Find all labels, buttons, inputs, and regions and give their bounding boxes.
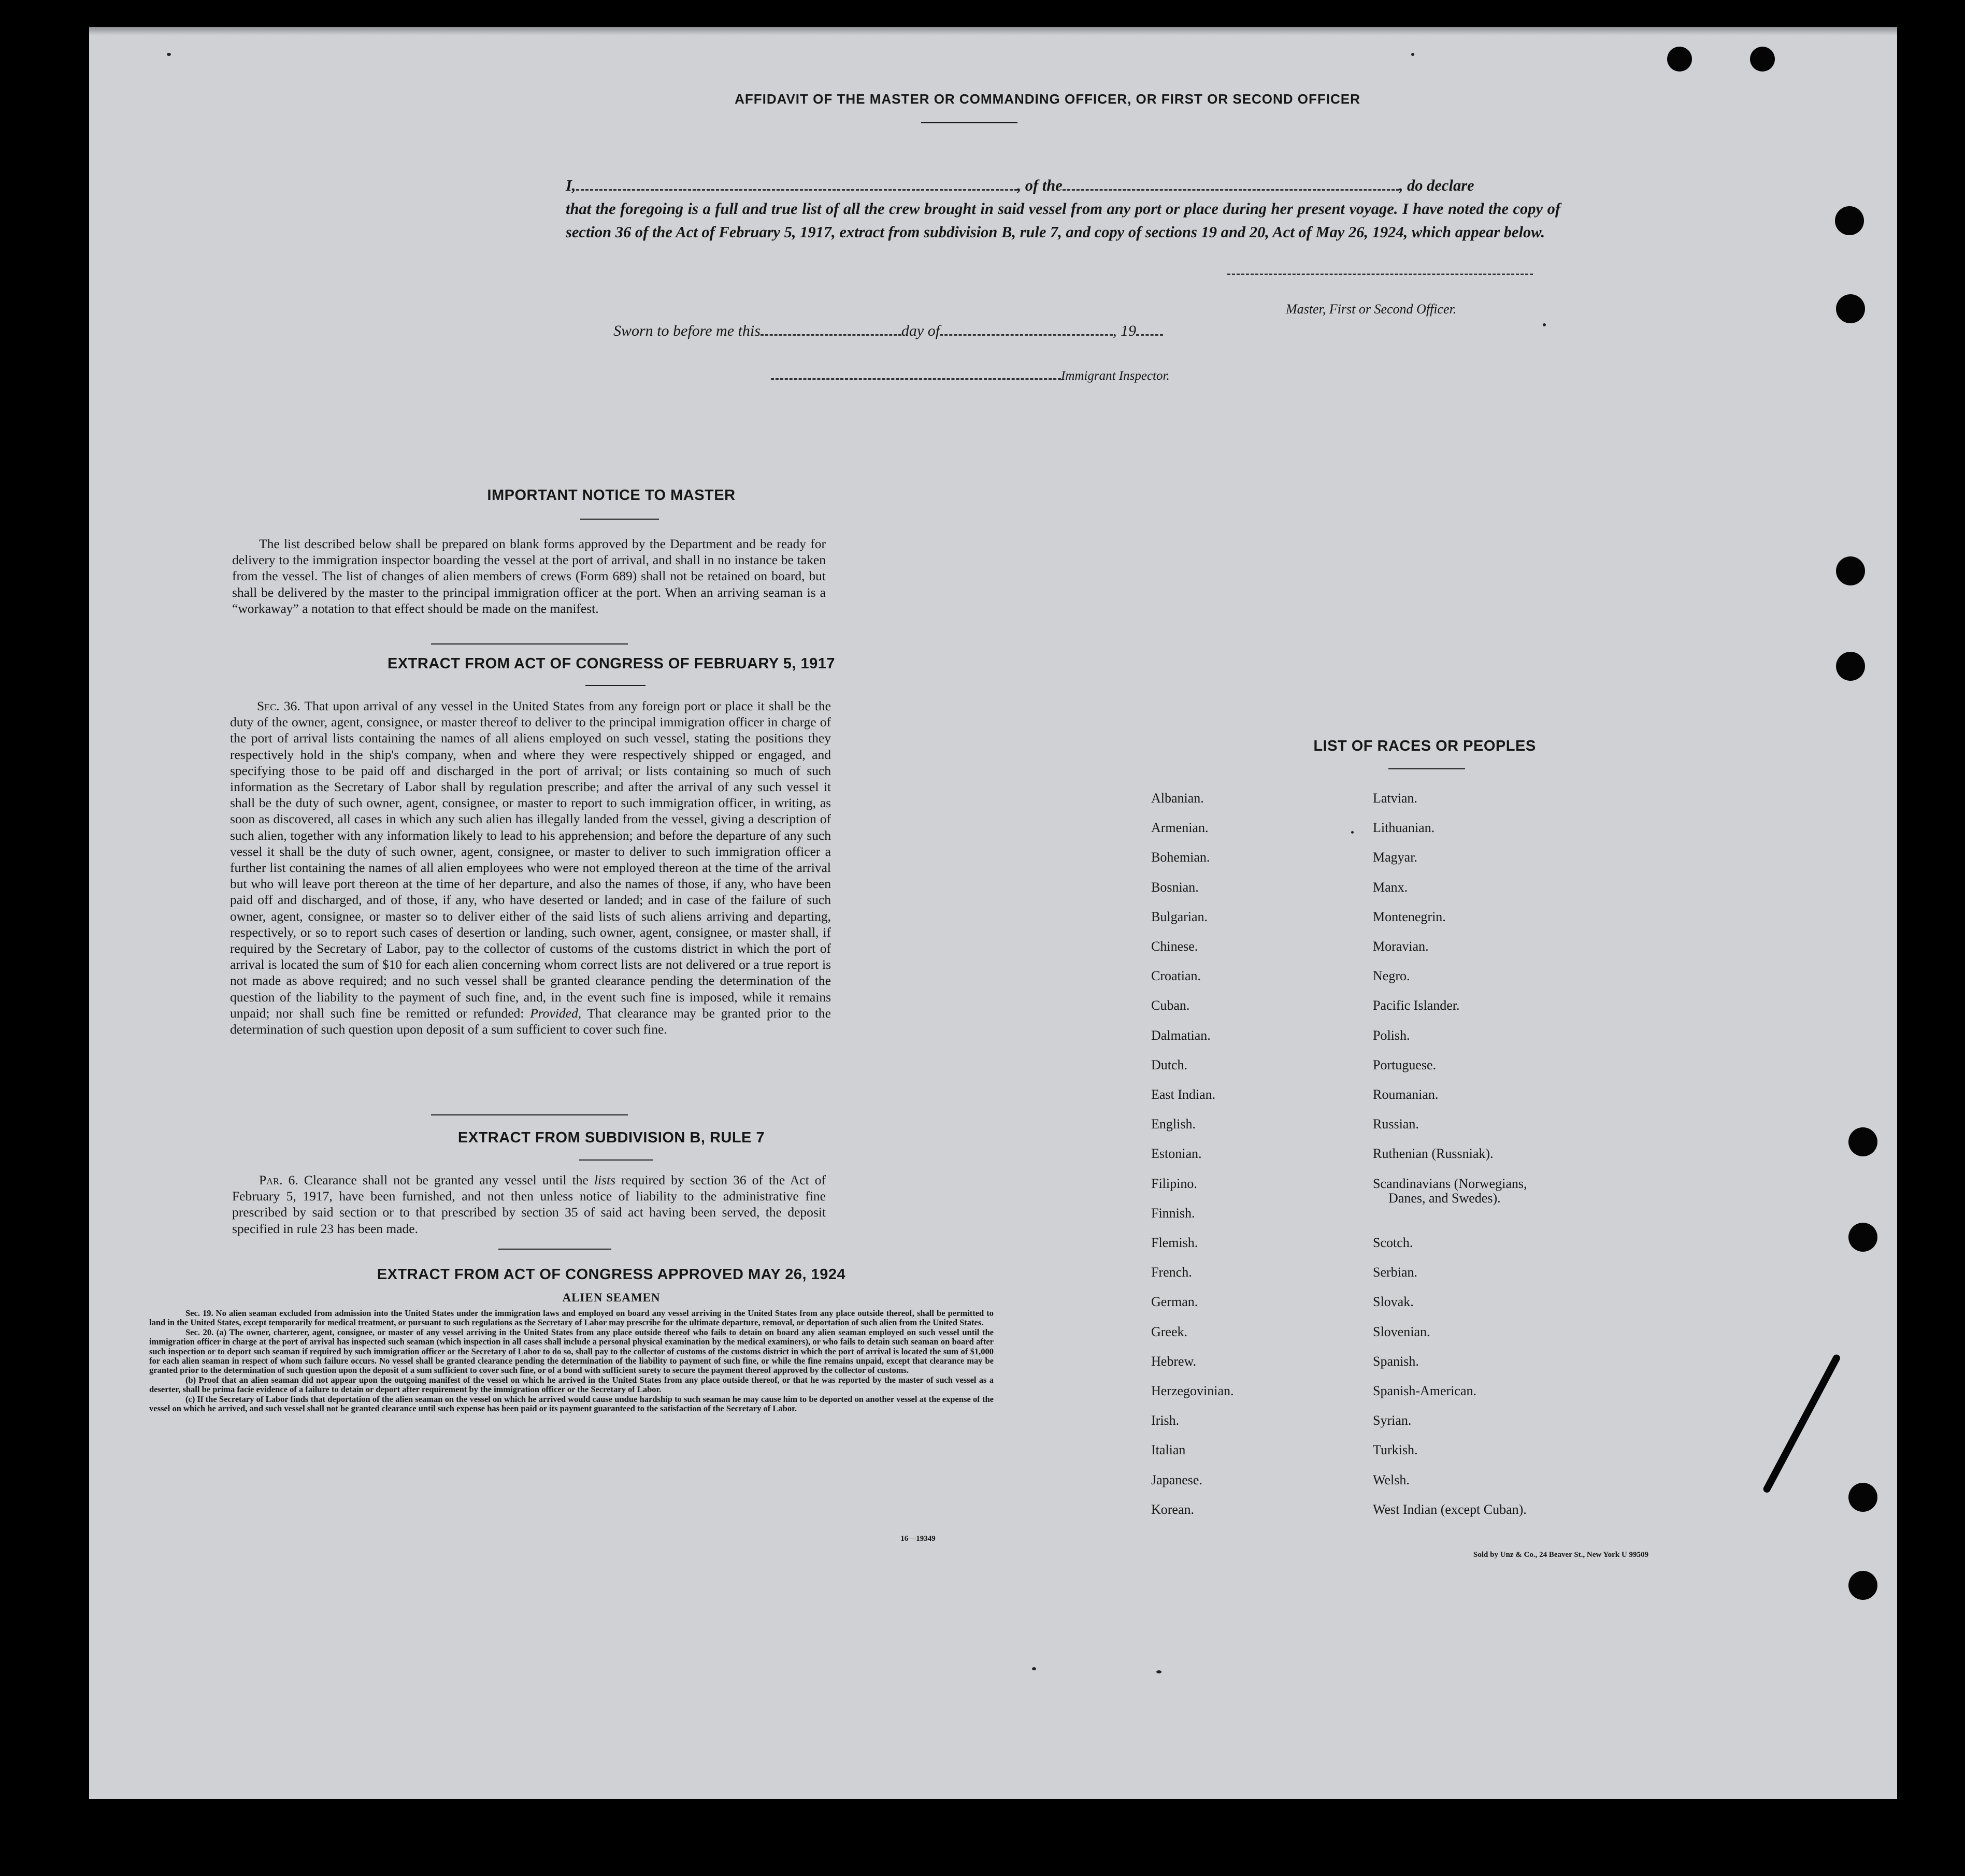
race-item: Slovenian.	[1373, 1324, 1430, 1339]
race-item: Ruthenian (Russniak).	[1373, 1146, 1494, 1162]
extract-1924-title: EXTRACT FROM ACT OF CONGRESS APPROVED MAY 26, 1924	[377, 1266, 846, 1283]
form-number: 16—19349	[900, 1535, 936, 1543]
race-item: West Indian (except Cuban).	[1373, 1501, 1527, 1517]
race-item: Serbian.	[1373, 1265, 1417, 1280]
par6-lists: lists	[594, 1172, 616, 1187]
sec20-label: Sec. 20.	[185, 1327, 214, 1337]
binder-hole	[1835, 206, 1864, 235]
race-item: Bosnian.	[1151, 879, 1199, 895]
race-item: French.	[1151, 1265, 1192, 1280]
sec19-body: No alien seaman excluded from admission into the United States under the immigration laws and employed on board any vessel arriving in the United States from any place outside thereof, shall be permitted to land in the United States, except temporarily for medical treatment, or pursuant to such regulations as the Secretary of Labor may prescribe for the ultimate departure, removal, or deportation of such alien from the United States.	[149, 1308, 994, 1328]
notice-body: The list described below shall be prepared on blank forms approved by the Department and be ready for delivery to the immigration inspector boarding the vessel at the port of arrival, and shall in no instance be taken from the vessel. The list of changes of alien members of crews (Form 689) shall not be retained on board, but shall be delivered by the master to the principal immigration officer at the port. When an arriving seaman is a “workaway” a notation to that effect should be made on the manifest.	[232, 536, 826, 616]
race-item: Lithuanian.	[1373, 820, 1435, 836]
affidavit-title: AFFIDAVIT OF THE MASTER OR COMMANDING OFFICER, OR FIRST OR SECOND OFFICER	[735, 91, 1360, 107]
proviso-body: That clearance may be granted prior to the determination of such question upon deposit of a sum sufficient to cover such fine.	[230, 1005, 831, 1037]
race-item: Montenegrin.	[1373, 909, 1446, 924]
race-item: Pacific Islander.	[1373, 998, 1460, 1013]
race-item: Bohemian.	[1151, 850, 1210, 865]
binder-hole	[1848, 1223, 1877, 1252]
race-item: Dutch.	[1151, 1057, 1188, 1072]
speck	[1032, 1667, 1036, 1670]
binder-hole	[1836, 294, 1865, 323]
race-item: Filipino.	[1151, 1176, 1197, 1191]
race-item: German.	[1151, 1294, 1198, 1310]
race-item: Japanese.	[1151, 1472, 1202, 1487]
sworn-day-of: day of	[901, 322, 940, 339]
extract-1917-title: EXTRACT FROM ACT OF CONGRESS OF FEBRUARY 5, 1917	[387, 655, 836, 672]
race-item: Korean.	[1151, 1501, 1195, 1517]
binder-hole	[1848, 1127, 1877, 1156]
speck	[1351, 831, 1354, 834]
race-item: English.	[1151, 1116, 1196, 1132]
race-item: Portuguese.	[1373, 1057, 1437, 1072]
sec20b-body: (b) Proof that an alien seaman did not appear upon the outgoing manifest of the vessel on which he arrived in the United States from any place outside thereof, or that he was reported by the master of such vessel as a deserter, shall be prima facie evidence of a failure to detain or deport after requirement by the immigration officer or the Secretary of Labor.	[149, 1374, 994, 1395]
affidavit-declare: , do declare	[1399, 177, 1474, 194]
race-item: Negro.	[1373, 968, 1410, 984]
sec19-label: Sec. 19.	[185, 1308, 213, 1318]
race-item: Moravian.	[1373, 939, 1429, 954]
race-item: Hebrew.	[1151, 1353, 1197, 1369]
alien-seamen-title: ALIEN SEAMEN	[562, 1291, 661, 1304]
race-item: Slovak.	[1373, 1294, 1414, 1310]
sec20a-body: (a) The owner, charterer, agent, consignee, or master of any vessel arriving in the United States from any place outside thereof who fails to detain on board any alien seaman employed on such vessel until the immigration officer in charge at the port of arrival has inspected such seaman (which inspection in all cases shall include a personal physical examination by the medical examiners), or who fails to detain such seaman on board after such inspection or to deport such seaman if required by such immigration officer or the Secretary of Labor to do so, shall pay to the collector of customs of the customs district in which the port of arrival is located the sum of $1,000 for each alien seaman in respect of whom such failure occurs. No vessel shall be granted clearance pending the determination of the liability to payment of such fine, or while the fine remains unpaid, except that clearance may be granted prior to the determination of such question upon the deposit of a sum sufficient to cover such fine, or of a bond with sufficient surety to secure the payment thereof approved by the collector of customs.	[149, 1327, 994, 1376]
proviso-label: Provided,	[530, 1005, 582, 1021]
binder-hole	[1667, 47, 1692, 71]
race-item: Russian.	[1373, 1116, 1419, 1132]
race-item: East Indian.	[1151, 1087, 1216, 1102]
speck	[167, 53, 171, 56]
inspector-label: Immigrant Inspector.	[1061, 369, 1170, 383]
race-item: Spanish.	[1373, 1353, 1419, 1369]
race-item: Estonian.	[1151, 1146, 1202, 1162]
race-item: Scandinavians (Norwegians,	[1373, 1176, 1527, 1191]
binder-hole	[1750, 47, 1775, 71]
par6-body-b: required by section 36 of the Act of February 5, 1917, have been furnished, and not then unless notice of liability to the administrative fine prescribed by said section or to that prescribed by section 35 of said act having been served, the deposit specified in rule 23 has been made.	[232, 1172, 826, 1236]
affidavit-i: I,	[566, 177, 576, 194]
signature-label: Master, First or Second Officer.	[1286, 302, 1457, 317]
par6-label: Par. 6.	[259, 1172, 298, 1187]
binder-hole	[1836, 556, 1865, 585]
race-item: Bulgarian.	[1151, 909, 1208, 924]
binder-hole	[1848, 1483, 1877, 1512]
sec36-body: That upon arrival of any vessel in the United States from any foreign port or place it shall be the duty of the owner, agent, consignee, or master thereof to deliver to the principal immigration officer in charge of the port of arrival lists containing the names of all aliens employed on such vessel, stating the positions they respectively hold in the ship's company, when and where they were respectively shipped or engaged, and specifying those to be paid off and discharged in the port of arrival; or lists containing so much of such information as the Secretary of Labor shall by regulation prescribe; and after the arrival of any such vessel it shall be the duty of such owner, agent, consignee, or master to report to such immigration officer, in writing, as soon as discovered, all cases in which any such alien has illegally landed from the vessel, giving a description of such alien, together with any information likely to lead to his apprehension; and before the departure of any such vessel it shall be the duty of such owner, agent, consignee, or master to deliver to such immigration officer a further list containing the names of all alien employees who were not employed thereon at the time of the arrival but who will leave port thereon at the time of her departure, and also the names of those, if any, who have been paid off and discharged, and of those, if any, who have deserted or landed; and in case of the failure of such owner, agent, consignee, or master so to deliver either of the said lists of such aliens arriving and departing, respectively, or so to report such cases of desertion or landing, such owner, agent, consignee, or master shall, if required by the Secretary of Labor, pay to the collector of customs of the customs district in which the port of arrival is located the sum of $10 for each alien concerning whom correct lists are not delivered or a true report is not made as above required; and no such vessel shall be granted clearance pending the determination of the question of the liability to the payment of such fine, and, in the event such fine is imposed, while it remains unpaid; nor shall such fine be remitted or refunded:	[230, 698, 831, 1021]
affidavit-body-text: that the foregoing is a full and true list of all the crew brought in said vessel from any port or place during her present voyage. I have noted the copy of section 36 of the Act of February 5, 1917, extract from subdivision B, rule 7, and copy of sections 19 and 20, Act of May 26, 1924, which appear below.	[566, 200, 1560, 241]
race-item: Welsh.	[1373, 1472, 1410, 1487]
document-page	[89, 27, 1897, 1799]
sec20c-body: (c) If the Secretary of Labor finds that deportation of the alien seaman on the vessel on which he arrived would cause undue hardship to such seaman he may cause him to be deported on another vessel at the expense of the vessel on which he arrived, and such vessel shall not be granted clearance until such expense has been paid or its payment guaranteed to the satisfaction of the Secretary of Labor.	[149, 1394, 994, 1414]
race-item: Danes, and Swedes).	[1388, 1190, 1501, 1206]
notice-title: IMPORTANT NOTICE TO MASTER	[487, 487, 736, 504]
speck	[1411, 53, 1414, 56]
race-item: Manx.	[1373, 879, 1408, 895]
speck	[1156, 1670, 1161, 1673]
race-item: Chinese.	[1151, 939, 1198, 954]
race-item: Cuban.	[1151, 998, 1190, 1013]
printer-imprint: Sold by Unz & Co., 24 Beaver St., New York U 99509	[1473, 1551, 1648, 1559]
race-item: Roumanian.	[1373, 1087, 1439, 1102]
race-item: Italian	[1151, 1442, 1186, 1458]
race-item: Armenian.	[1151, 820, 1209, 836]
race-item: Irish.	[1151, 1413, 1180, 1428]
binder-hole	[1848, 1571, 1877, 1600]
race-item: Flemish.	[1151, 1235, 1198, 1250]
sworn-label: Sworn to before me this	[613, 322, 761, 339]
speck	[1543, 323, 1546, 326]
race-item: Finnish.	[1151, 1205, 1195, 1221]
race-item: Dalmatian.	[1151, 1027, 1211, 1043]
binder-hole	[1836, 652, 1865, 681]
race-item: Polish.	[1373, 1027, 1410, 1043]
rule7-title: EXTRACT FROM SUBDIVISION B, RULE 7	[457, 1129, 765, 1146]
race-item: Albanian.	[1151, 791, 1204, 806]
races-title: LIST OF RACES OR PEOPLES	[1313, 738, 1536, 754]
races-list	[89, 27, 1897, 1799]
race-item: Croatian.	[1151, 968, 1201, 984]
race-item: Syrian.	[1373, 1413, 1412, 1428]
race-item: Scotch.	[1373, 1235, 1413, 1250]
race-item: Herzegovinian.	[1151, 1383, 1234, 1398]
sec36-label: Sec. 36.	[257, 698, 300, 713]
race-item: Magyar.	[1373, 850, 1417, 865]
race-item: Greek.	[1151, 1324, 1188, 1339]
race-item: Spanish-American.	[1373, 1383, 1477, 1398]
affidavit-of-the: , of the	[1017, 177, 1063, 194]
race-item: Latvian.	[1373, 791, 1417, 806]
race-item: Turkish.	[1373, 1442, 1418, 1458]
sworn-year: , 19	[1113, 322, 1137, 339]
par6-body-a: Clearance shall not be granted any vessel until the	[304, 1172, 589, 1187]
